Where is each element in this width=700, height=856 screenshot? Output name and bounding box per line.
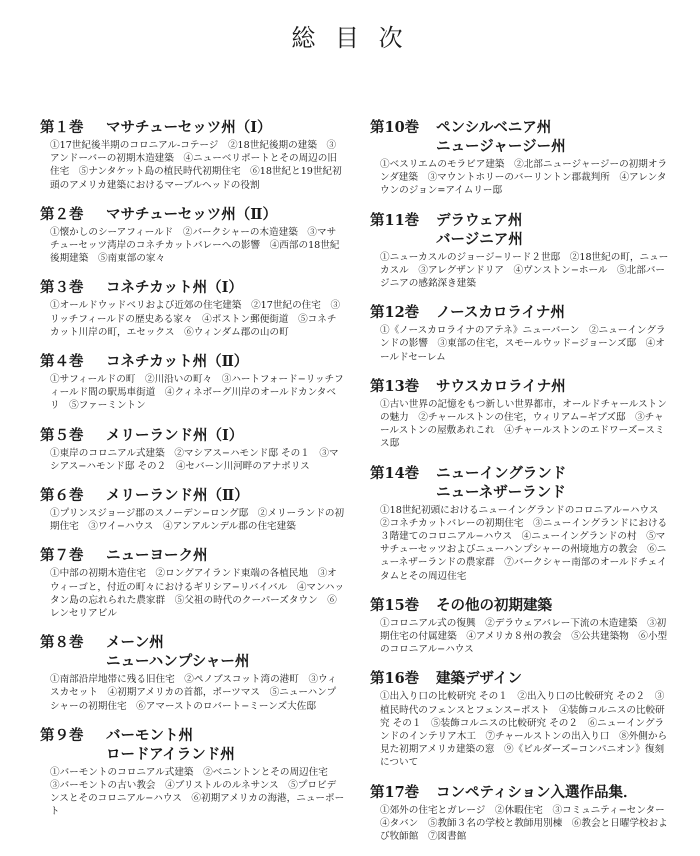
volume-titles [106,205,277,224]
volume-title: マサチューセッツ州（Ⅱ） [106,205,277,223]
volume-contents: ①出入り口の比較研究 その１ ②出入り口の比較研究 その２ ③植民時代のフェンスとフェンス−ポスト ④装飾コルニスの比較研究 その１ ⑤装飾コルニスの比較研究 その２ ⑥ニューイングランドのインテリア木工 ⑦チャールストンの出入り口 ⑧外側から見た初期アメリカ建築の窓 ⑨《ビルダーズ−コンパニオン》復刻について [380,691,668,769]
volume-titles [106,726,235,764]
volume-entry [40,352,345,413]
volume-contents: ①17世紀後半期のコロニアル-コテージ ②18世紀後期の建築 ③アンドーバーの初期木造建築 ④ニューベリポートとその周辺の旧住宅 ⑤ナンタケット島の植民時代初期住宅 ⑥18世紀と19世紀初頭のアメリカ建築におけるマーブルヘッドの役割 [50,140,342,191]
volume-titles [436,377,566,396]
volume-titles [436,596,552,615]
volume-titles [106,426,243,445]
volume-contents: ①古い世界の記憶をもつ新しい世界都市，オールドチャールストンの魅力 ②チャールストンの住宅，ウィリアム−ギブズ邸 ③チャールストンの屋敷あれこれ ④チャールストンのエドワーズ−スミス邸 [380,398,667,450]
volume-heading [40,726,345,764]
volume-number: 第７巻 [40,547,84,565]
volume-heading [370,596,670,615]
volume-number: 第２巻 [40,205,84,223]
volume-title: ペンシルベニア州 [436,119,552,136]
volume-entry [370,303,670,364]
volume-contents: ①バーモントのコロニアル式建築 ②ベニントンとその周辺住宅 ③バーモントの古い教会 ④ブリストルのルネサンス ⑤プロビデンスとそのコロニアル−ハウス ⑥初期アメリカの海港，ニューポート [50,766,345,818]
volume-contents: ①コロニアル式の復興 ②デラウェアバレー下流の木造建築 ③初期住宅の付属建築 ④アメリカ８州の教会 ⑤公共建築物 ⑥小型のコロニアル−ハウス [380,617,668,656]
volume-title: 建築デザイン [436,670,522,688]
volume-heading [40,205,345,224]
volume-title: ニューネザーランド [436,483,566,501]
volume-entry [370,783,675,844]
volume-entry [370,118,670,198]
volume-heading [40,352,345,371]
volume-number: 第16巻 [370,670,420,688]
volume-contents: ①中部の初期木造住宅 ②ロングアイランド東端の各植民地 ③オウィーゴと，付近の町々におけるギリシア−リバイバル ④マンハッタン島の忘れられた農家群 ⑤父祖の時代のクーパーズタウン ⑥レンセリアビル [50,568,345,620]
volume-entry [370,211,670,291]
volume-title: バージニア州 [436,230,523,248]
volume-contents: ①南部沿岸地帯に残る旧住宅 ②ペノブスコット湾の港町 ③ウィスカセット ④初期アメリカの首都，ポーツマス ⑤ニューハンプシャーの初期住宅 ⑥アマーストのロバート−ミーンズ大佐邸 [50,674,337,712]
volume-entry [40,426,345,473]
volume-entry [370,596,670,657]
volume-contents: ①オールドウッドベリおよび近郊の住宅建築 ②17世紀の住宅 ③リッチフィールドの歴史ある家々 ④ポストン郵便街道 ⑤コネチカット川岸の町，エセックス ⑥ウィンダム郡の山の町 [50,300,341,338]
volume-number: 第３巻 [40,279,84,297]
volume-title: メリーランド州（Ⅰ） [106,426,244,444]
volume-entry [40,486,345,533]
volume-entry [40,278,345,339]
volume-contents: ①プリンスジョージ郡のスノーデン−ロング邸 ②メリーランドの初期住宅 ③ワイ−ハウス ④アンアルンデル郡の住宅建築 [50,508,345,533]
volume-number: 第６巻 [40,487,84,505]
toc-left-column [40,118,345,832]
volume-entry [40,118,345,192]
volume-title: その他の初期建築 [436,596,552,614]
volume-heading [370,464,670,502]
volume-heading [40,118,345,137]
volume-contents: ①18世紀初頭におけるニューイングランドのコロニアル−ハウス ②コネチカットバレーの初期住宅 ③ニューイングランドにおける３階建てのコロニアル−ハウス ④ニューイングランドの村 ⑤マサチューセッツおよびニューハンプシャーの州境地方の教会 ⑥ニューネザーランドの農家群 ⑦バークシャー南部のオールドチェイタムとその周辺住宅 [380,504,669,582]
volume-titles [436,669,522,688]
volume-contents: ①東岸のコロニアル式建築 ②マシアス−ハモンド邸 その１ ③マシアス−ハモンド邸 その２ ④セバーン川河畔のアナポリス [50,447,339,472]
volume-contents: ①サフィールドの町 ②川沿いの町々 ③ハートフォード−リッチフィールド間の駅馬車街道 ④クィネボーグ川岸のオールドカンタベリ ⑤ファーミントン [50,374,344,412]
volume-titles [106,352,248,371]
volume-titles [106,546,208,565]
volume-titles [106,278,243,297]
volume-title: コネチカット州（Ⅱ） [106,353,249,371]
volume-heading [370,669,670,688]
volume-title: コンペティション入選作品集． [436,783,638,801]
volume-titles [436,211,523,249]
volume-number: 第11巻 [370,211,420,229]
volume-contents: ①ベスリエムのモラビア建築 ②北部ニュージャージーの初期オランダ建築 ③マウントホリーのバーリントン郡裁判所 ④アレンタウンのジョン=アイムリー邸 [380,159,668,197]
volume-entry [40,726,345,819]
volume-heading [40,633,345,671]
volume-heading [370,783,670,802]
volume-title: ロードアイランド州 [106,745,235,763]
volume-heading [370,303,670,322]
toc-right-column [370,118,675,856]
volume-number: 第13巻 [370,377,420,395]
volume-heading [40,486,345,505]
volume-title: メーン州 [106,634,164,652]
volume-titles [436,118,566,156]
volume-number: 第10巻 [370,119,420,136]
volume-entry [40,546,345,620]
volume-number: 第５巻 [40,426,84,444]
volume-titles [106,633,249,671]
volume-title: ニューヨーク州 [106,547,208,565]
volume-title: ニューハンプシャー州 [106,653,250,671]
volume-title: コネチカット州（Ⅰ） [106,279,243,297]
volume-contents: ①《ノースカロライナのアテネ》ニューバーン ②ニューイングランドの影響 ③東部の住宅，スモールウッド−ジョーンズ邸 ④オールドセーレム [380,325,666,363]
volume-title: サウスカロライナ州 [436,377,566,395]
volume-number: 第15巻 [370,596,420,614]
volume-title: デラウェア州 [436,211,523,229]
volume-number: 第４巻 [40,353,84,371]
volume-number: 第12巻 [370,304,420,322]
volume-titles [436,464,566,502]
volume-number: 第17巻 [370,783,420,801]
volume-heading [40,546,345,565]
volume-title: バーモント州 [106,726,193,744]
volume-titles [106,118,272,137]
volume-number: 第８巻 [40,634,84,652]
volume-heading [370,211,670,249]
volume-entry [40,633,345,713]
volume-entry [370,377,670,451]
volume-contents: ①ニューカスルのジョージ−リード２世邸 ②18世紀の町，ニューカスル ③アレグザンドリア ④ヴンストン−ホール ⑤北部バージニアの感銘深き建築 [380,251,669,290]
volume-entry [370,464,670,583]
volume-number: 第１巻 [40,119,84,136]
volume-heading [40,278,345,297]
volume-titles [106,486,249,505]
volume-title: ニューイングランド [436,464,567,482]
volume-number: 第９巻 [40,726,84,744]
volume-heading [40,426,345,445]
page-title: 総 目 次 [291,24,409,52]
volume-number: 第14巻 [370,464,420,482]
volume-heading [370,377,670,396]
volume-title: ノースカロライナ州 [436,304,565,322]
volume-entry [40,205,345,266]
volume-title: マサチューセッツ州（Ⅰ） [106,119,272,136]
volume-title: メリーランド州（Ⅱ） [106,487,249,505]
volume-entry [370,669,670,769]
volume-heading [370,118,670,156]
volume-contents: ①郊外の住宅とガレージ ②休暇住宅 ③コミュニティ−センター ④タバン ⑤教師３名の学校と教師用別棟 ⑥教会と日曜学校および牧師館 ⑦図書館 [380,804,675,843]
volume-title: ニュージャージー州 [436,138,566,155]
volume-contents: ①懐かしのシーアフィールド ②バークシャーの木造建築 ③マサチューセッツ湾岸のコネチカットバレーへの影響 ④西部の18世紀後期建築 ⑤南東部の家々 [50,226,340,265]
volume-titles [436,303,565,322]
volume-titles [436,783,638,802]
